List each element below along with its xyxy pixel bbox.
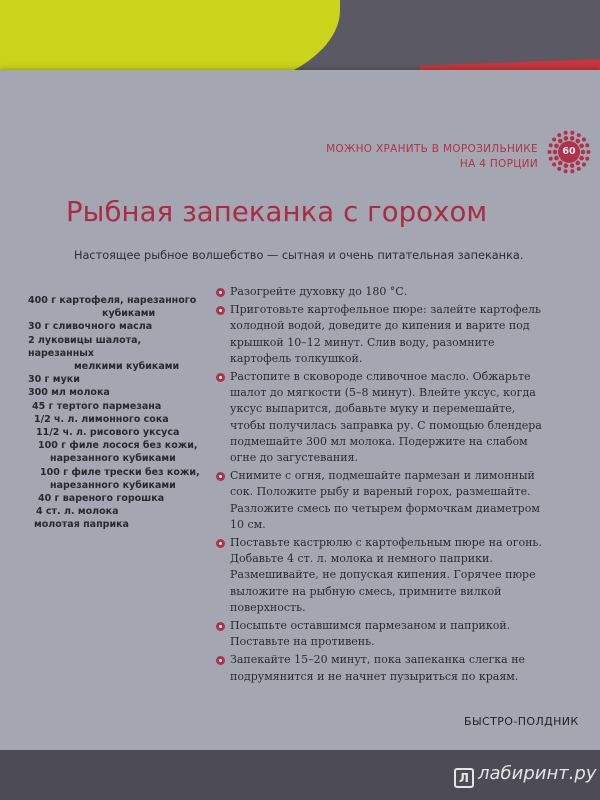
ring-dot [585, 143, 589, 147]
bullet-icon [216, 472, 225, 481]
ingredient-line: 100 г филе лосося без кожи, [38, 440, 198, 452]
ring-dot [587, 150, 591, 154]
watermark-text: лабиринт.ру [478, 763, 597, 784]
ring-dot [558, 161, 563, 166]
ring-dot [570, 131, 574, 135]
ring-dot [577, 167, 581, 171]
ring-dot [579, 144, 584, 149]
step-text: Приготовьте картофельное пюре: залейте картофель холодной водой, доведите до кипения и варите под крышкой 10–12 минут. Слив воду, разомните картофель толкушкой. [230, 303, 541, 365]
bullet-icon [216, 288, 225, 297]
step-item [216, 302, 552, 367]
ring-dot [564, 136, 569, 141]
ingredient-line: 30 г муки [28, 374, 80, 386]
ring-dot [552, 137, 556, 141]
step-text: Снимите с огня, подмешайте пармезан и лимонный сок. Положите рыбу и вареный горох, размешайте. Разложите смесь по четырем формочкам диаметром 10 см. [230, 469, 540, 531]
ring-dot [564, 131, 568, 135]
ingredient-line: 11/2 ч. л. рисового уксуса [36, 427, 180, 439]
ingredient-line: 2 луковицы шалота, нарезанных [28, 334, 142, 359]
step-text: Посыпьте оставшимся пармезаном и паприкой. Поставьте на противень. [230, 619, 511, 649]
step-text: Поставьте кастрюлю с картофельным пюре на огонь. Добавьте 4 ст. л. молока и немного паприки. Размешивайте, не допуская кипения. Горячее пюре выложите на рыбную смесь, примните вилкой поверхность. [230, 536, 542, 614]
bullet-icon [216, 539, 225, 548]
ring-dot [549, 157, 553, 161]
ingredient-line: нарезанного кубиками [50, 453, 176, 465]
ingredient-line: кубиками [102, 308, 156, 320]
step-text: Растопите в сковороде сливочное масло. Обжарьте шалот до мягкости (5–8 минут). Влейте уксус, когда уксус выпарится, добавьте муку и перемешайте, чтобы получилась заправка ру. С помощью блендера подмешайте 300 мл молока. Подержите на слабом огне до загустевания. [230, 370, 542, 465]
bullet-icon [216, 373, 225, 382]
step-item [216, 652, 552, 684]
ring-dot [570, 163, 575, 168]
ring-dot [557, 167, 561, 171]
ingredient-line: 30 г сливочного масла [28, 321, 153, 333]
ring-dot [570, 136, 575, 141]
step-item [216, 369, 552, 466]
labirint-logo-icon: Л [454, 768, 474, 788]
section-footer: БЫСТРО-ПОЛДНИК [464, 715, 579, 728]
ring-dot [582, 137, 586, 141]
ring-dot [564, 163, 569, 168]
recipe-title: Рыбная запеканка с горохом [66, 196, 488, 228]
step-item [216, 284, 552, 300]
bullet-icon [216, 656, 225, 665]
freezer-note: МОЖНО ХРАНИТЬ В МОРОЗИЛЬНИКЕ [326, 143, 538, 155]
ingredients-list [28, 294, 208, 532]
page-number-badge [547, 130, 591, 174]
ingredient-line: молотая паприка [34, 519, 129, 531]
bullet-icon [216, 306, 225, 315]
ingredient-line: 45 г тертого пармезана [32, 400, 162, 412]
ingredient-line: 400 г картофеля, нарезанного [28, 295, 197, 306]
ingredient-line: 300 мл молока [28, 387, 110, 399]
ring-dot [585, 157, 589, 161]
step-text: Запекайте 15–20 минут, пока запеканка слегка не подрумянится и не начнет пузыриться по краям. [230, 653, 526, 683]
ring-dot [552, 163, 556, 167]
ingredient-line: 40 г вареного горошка [38, 493, 165, 505]
ingredient-line: 4 ст. л. молока [36, 506, 119, 518]
ring-dot [582, 163, 586, 167]
ring-dot [548, 150, 552, 154]
step-item [216, 468, 552, 533]
step-text: Разогрейте духовку до 180 °С. [230, 285, 408, 298]
ring-dot [570, 169, 574, 173]
ingredient-line: мелкими кубиками [74, 361, 180, 373]
ring-dot [557, 133, 561, 137]
bullet-icon [216, 622, 225, 631]
ingredient-line: 1/2 ч. л. лимонного сока [34, 413, 169, 425]
ring-dot [579, 156, 584, 161]
recipe-subtitle: Настоящее рыбное волшебство — сытная и очень питательная запеканка. [74, 249, 524, 262]
ring-dot [581, 150, 586, 155]
ingredient-line: нарезанного кубиками [50, 479, 176, 491]
page-number: 60 [558, 141, 580, 163]
ring-dot [549, 143, 553, 147]
ring-dot [564, 169, 568, 173]
servings-note: НА 4 ПОРЦИИ [459, 158, 538, 170]
step-item [216, 618, 552, 650]
ring-dot [553, 150, 558, 155]
site-watermark [454, 763, 597, 788]
step-item [216, 535, 552, 616]
ingredient-line: 100 г филе трески без кожи, [40, 466, 200, 478]
ring-dot [577, 133, 581, 137]
steps-list [216, 284, 552, 687]
ring-dot [575, 161, 580, 166]
